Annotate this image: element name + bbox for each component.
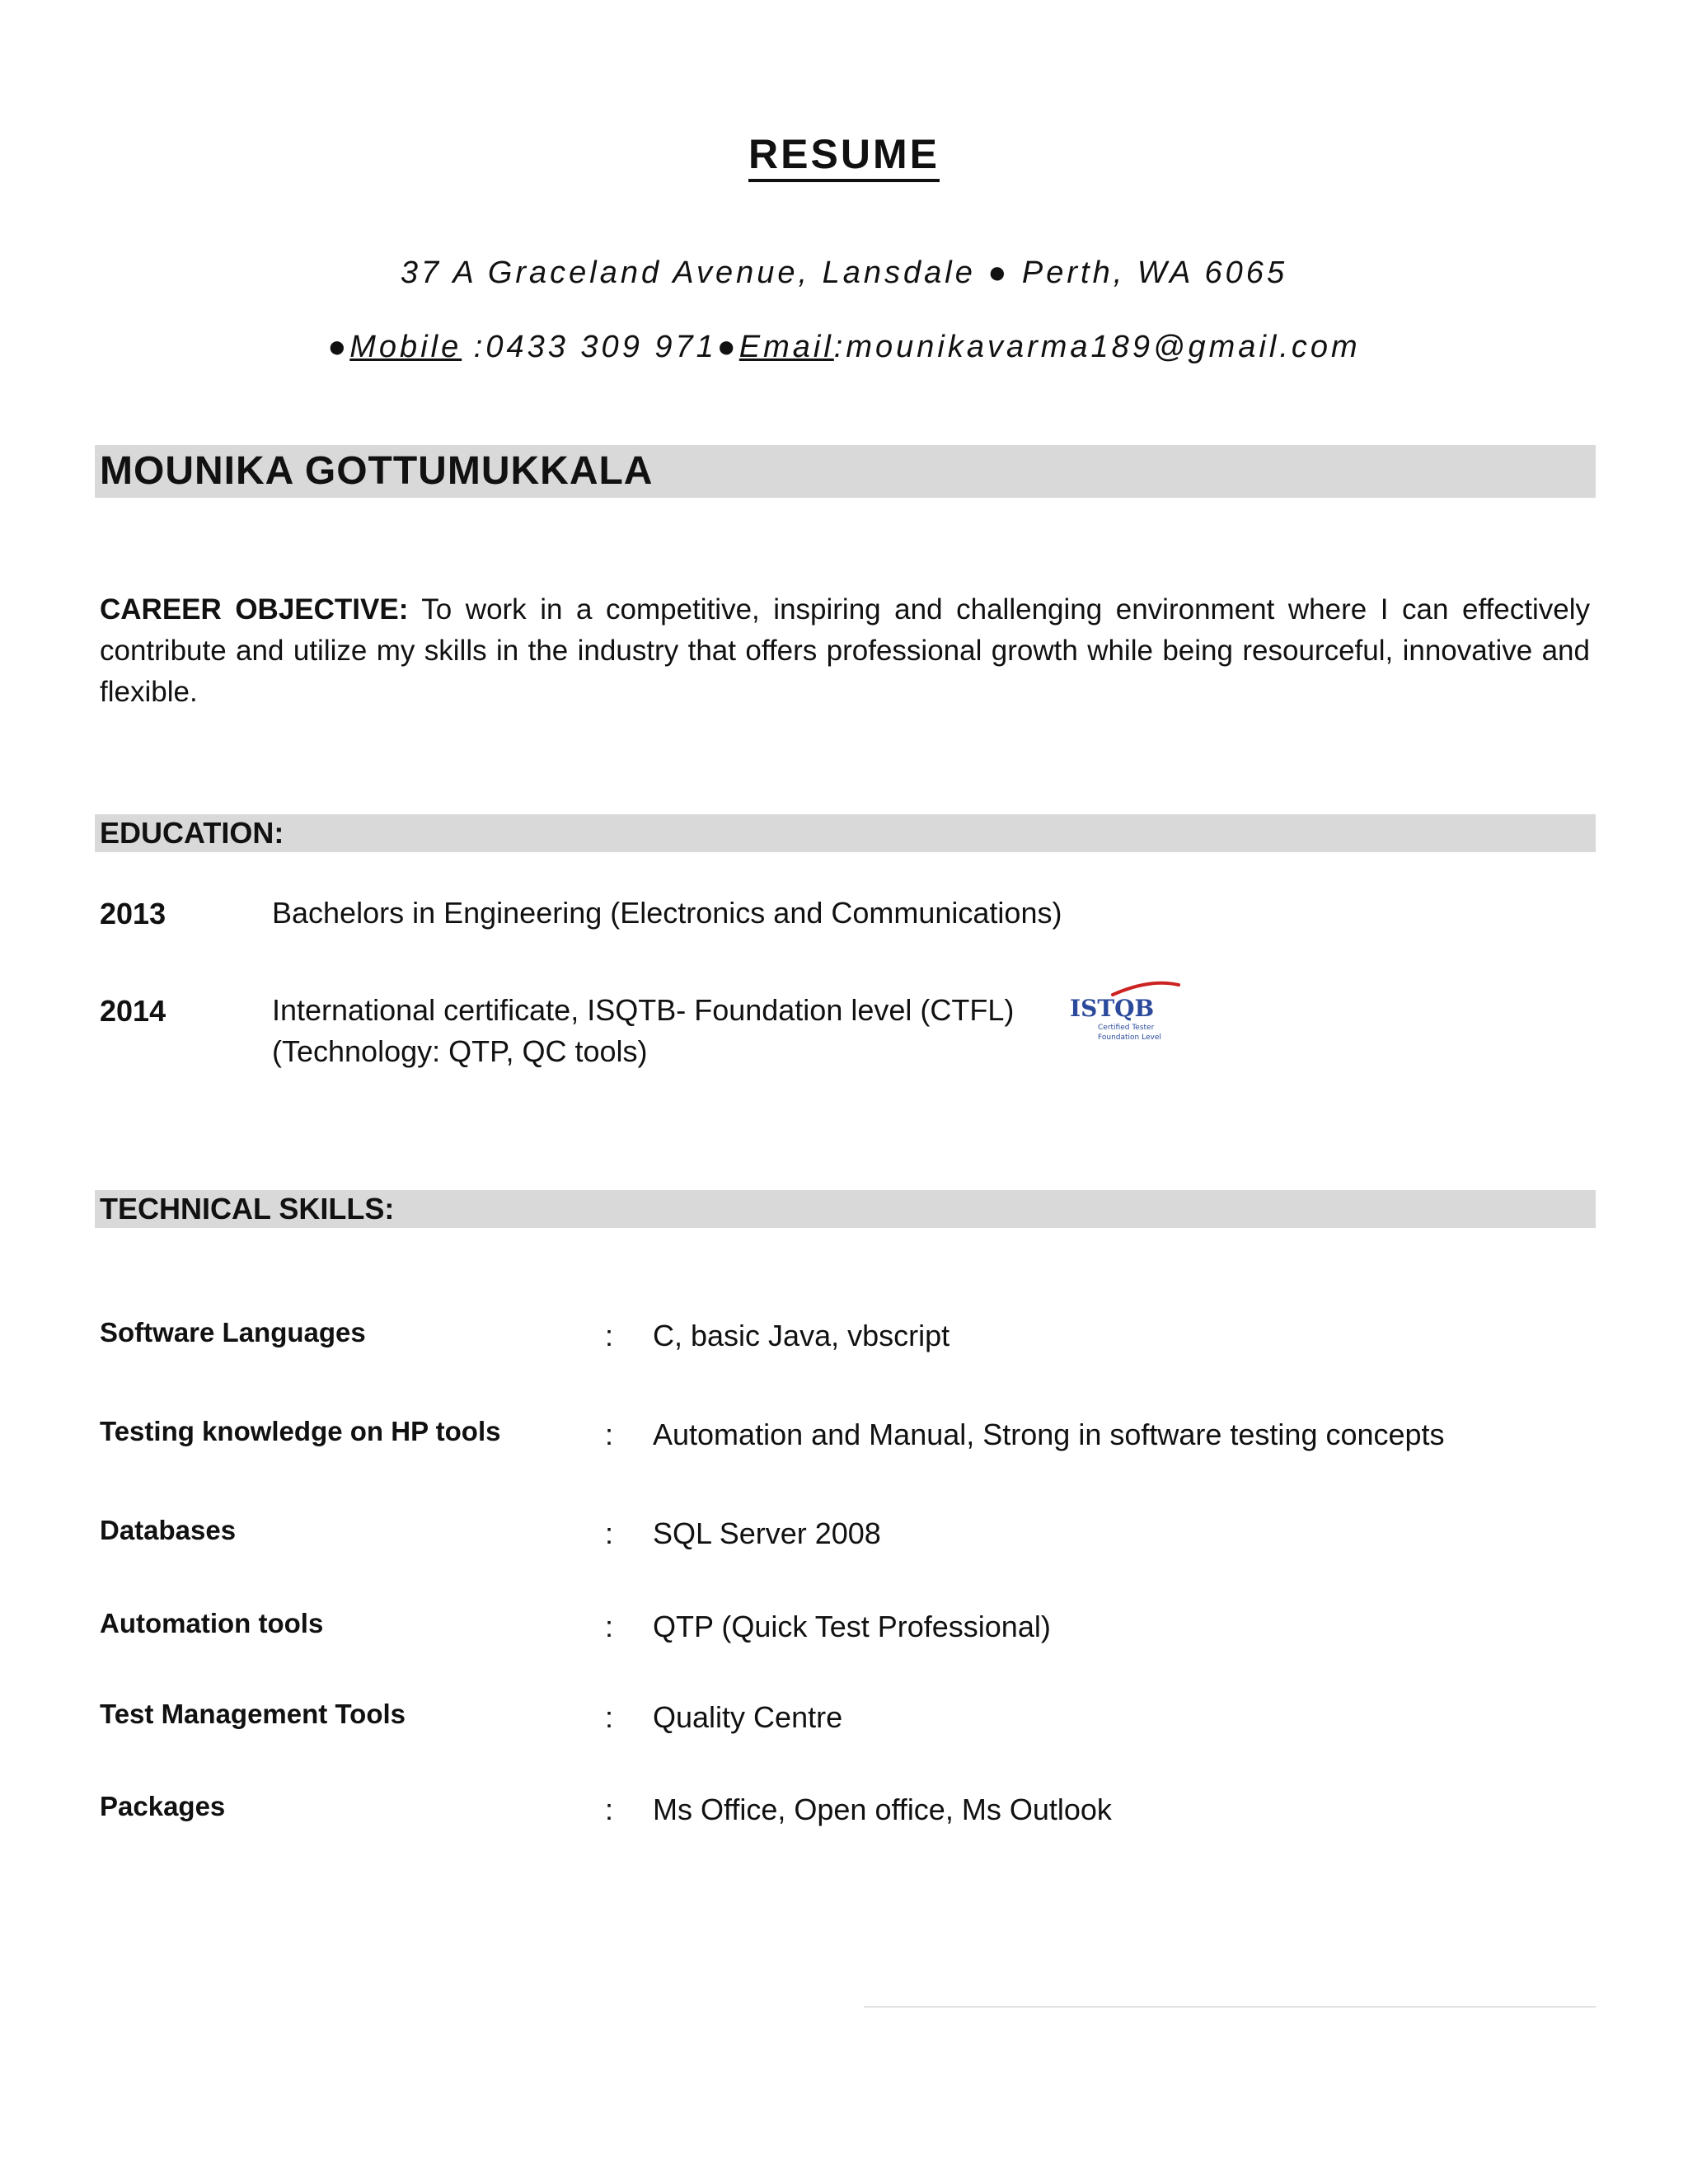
skill-value: Quality Centre: [653, 1700, 843, 1734]
education-year: 2013: [100, 897, 166, 930]
skill-label: Software Languages: [100, 1317, 366, 1347]
bullet: ●: [716, 330, 739, 364]
skill-separator: :: [605, 1610, 614, 1643]
technical-skills-heading: TECHNICAL SKILLS:: [100, 1192, 395, 1226]
candidate-name: MOUNIKA GOTTUMUKKALA: [100, 449, 654, 493]
career-objective-text: To work in a competitive, inspiring and challenging environment where I can effectively contribute and utilize my skills in the industry that offers professional growth while being resourceful, innovative and flexible.: [100, 593, 1590, 708]
skill-value: SQL Server 2008: [653, 1516, 881, 1550]
mobile-label: Mobile: [349, 330, 462, 364]
email-address: :mounikavarma189@gmail.com: [833, 330, 1361, 364]
svg-text:ISTQB: ISTQB: [1070, 995, 1155, 1022]
contact-line: [0, 330, 1688, 365]
skill-separator: :: [605, 1700, 614, 1734]
skill-value: QTP (Quick Test Professional): [653, 1610, 1051, 1643]
svg-text:Certified Tester: Certified Tester: [1098, 1024, 1155, 1032]
svg-text:Foundation Level: Foundation Level: [1098, 1033, 1161, 1042]
skill-value: Automation and Manual, Strong in software testing concepts: [653, 1418, 1445, 1451]
skill-value: C, basic Java, vbscript: [653, 1319, 950, 1352]
skill-label: Packages: [100, 1791, 226, 1821]
address: 37 A Graceland Avenue, Lansdale ● Perth, WA 6065: [400, 255, 1288, 290]
skill-label: Databases: [100, 1515, 237, 1545]
skill-separator: :: [605, 1516, 614, 1550]
title-text: RESUME: [748, 131, 940, 182]
bullet: ●: [327, 330, 350, 364]
name-band: [95, 445, 1596, 498]
education-heading: EDUCATION:: [100, 816, 284, 850]
skill-separator: :: [605, 1418, 614, 1451]
skill-separator: :: [605, 1319, 614, 1352]
skill-label: Automation tools: [100, 1608, 324, 1638]
technical-skills-heading-band: [95, 1190, 1596, 1228]
education-year: 2014: [100, 994, 166, 1028]
education-line: International certificate, ISQTB- Foundation level (CTFL): [272, 993, 1015, 1027]
career-objective-label: CAREER OBJECTIVE:: [100, 593, 409, 626]
mobile-number: :0433 309 971: [462, 330, 717, 364]
skill-label: Test Management Tools: [100, 1699, 406, 1729]
skill-label: Testing knowledge on HP tools: [100, 1416, 501, 1446]
education-line: Bachelors in Engineering (Electronics and Communications): [272, 896, 1062, 930]
education-line: (Technology: QTP, QC tools): [272, 1034, 648, 1068]
istqb-logo: [1063, 977, 1187, 1051]
career-objective: [100, 589, 1590, 713]
education-certificate: [272, 990, 1014, 1072]
footer-divider: [864, 2006, 1596, 2008]
education-heading-band: [95, 814, 1596, 852]
skill-separator: :: [605, 1793, 614, 1826]
education-degree: [272, 893, 1062, 934]
skill-value: Ms Office, Open office, Ms Outlook: [653, 1793, 1112, 1826]
page-title: [0, 130, 1688, 178]
email-label: Email: [738, 330, 834, 364]
